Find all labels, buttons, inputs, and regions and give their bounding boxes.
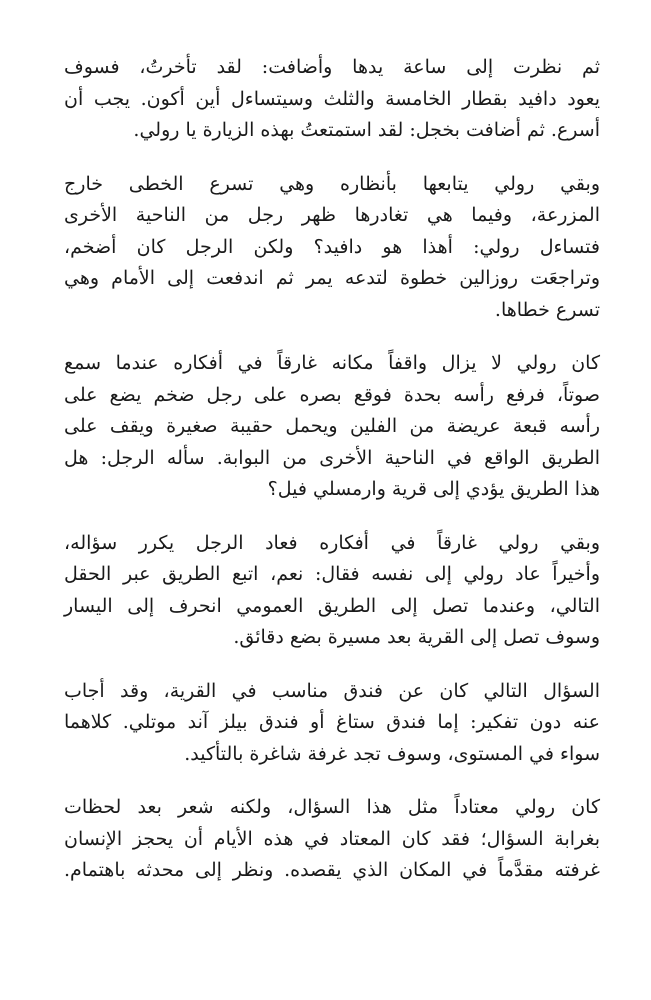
paragraph-1 [64,52,600,147]
text-line: عنه دون تفكير: إما فندق ستاغ أو فندق بيلز آند موتلي. كلاهما [64,711,600,733]
text-line: رأسه قبعة عريضة من الفلين ويحمل حقيبة صغيرة ويقف على [64,415,600,437]
text-line: بغرابة السؤال؛ فقد كان المعتاد في هذه الأيام أن يحجز الإنسان [64,827,600,850]
paragraph-6 [64,792,600,887]
text-line: التالي، وعندما تصل إلى الطريق العمومي انحرف إلى اليسار [64,594,600,617]
text-line: سواء في المستوى، وسوف تجد غرفة شاغرة بالتأكيد. [184,742,600,765]
text-line: وأخيراً عاد رولي إلى نفسه فقال: نعم، اتبع الطريق عبر الحقل [64,563,600,585]
text-line: كان رولي لا يزال واقفاً مكانه غارقاً في أفكاره عندما سمع [64,352,600,374]
text-line: السؤال التالي كان عن فندق مناسب في القرية، وقد أجاب [64,679,600,702]
text-line: كان رولي معتاداً مثل هذا السؤال، ولكنه شعر بعد لحظات [64,796,600,818]
text-line: وبقي رولي غارقاً في أفكاره فعاد الرجل يكرر سؤاله، [64,531,600,554]
text-line: هذا الطريق يؤدي إلى قرية وارمسلي فيل؟ [267,478,600,500]
text-line: يعود دافيد بقطار الخامسة والثلث وسيتساءل أين أكون. يجب أن [64,87,600,110]
text-line: صوتاً، فرفع رأسه بحدة فوقع بصره على رجل ضخم يضع على [64,383,600,406]
text-line: ثم نظرت إلى ساعة يدها وأضافت: لقد تأخرتُ، فسوف [64,56,600,78]
paragraph-2 [64,169,600,327]
text-line: تسرع خطاها. [494,298,600,321]
text-line: المزرعة، وفيما هي تغادرها ظهر رجل من الناحية الأخرى [64,204,600,226]
text-line: وبقي رولي يتابعها بأنظاره وهي تسرع الخطى خارج [64,172,600,195]
text-line: وتراجعَت روزالين خطوة لتدعه يمر ثم اندفعت إلى الأمام وهي [64,267,600,289]
text-line: أسرع. ثم أضافت بخجل: لقد استمتعتُ بهذه الزيارة يا رولي. [133,119,600,141]
paragraph-3 [64,348,600,506]
text-line: فتساءل رولي: أهذا هو دافيد؟ ولكن الرجل كان أضخم، [64,235,600,258]
paragraph-5 [64,676,600,771]
text-line: الطريق الواقع في الناحية الأخرى من البوابة. سأله الرجل: هل [64,446,600,469]
text-line: غرفته مقدَّماً في المكان الذي يقصده. ونظر إلى محدثه باهتمام. [64,859,600,881]
text-line: وسوف تصل إلى القرية بعد مسيرة بضع دقائق. [233,626,600,648]
paragraph-4 [64,528,600,654]
book-page [64,52,600,909]
